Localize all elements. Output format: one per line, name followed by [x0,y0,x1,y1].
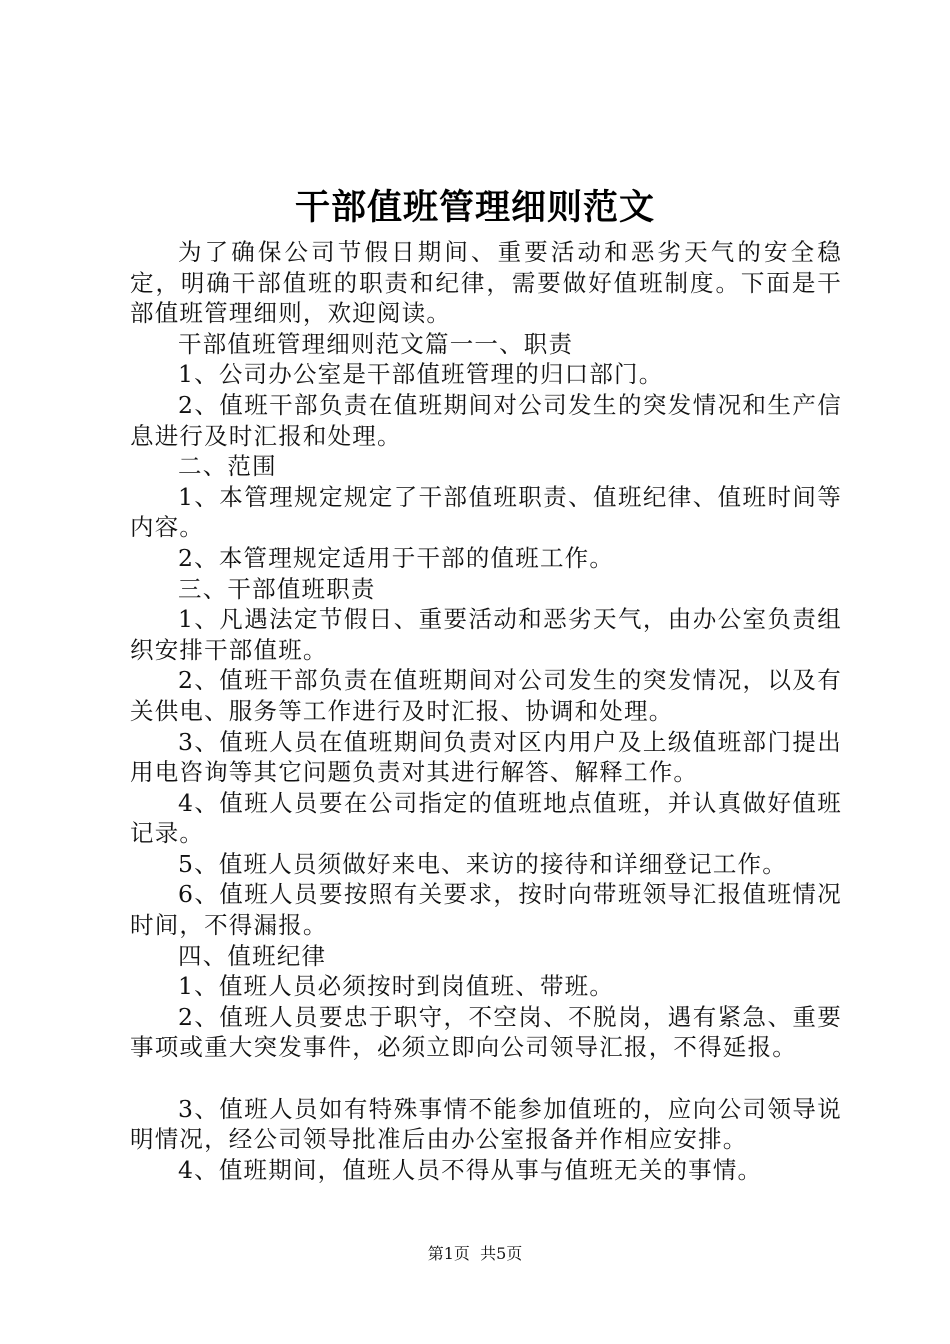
paragraph: 3、值班人员如有特殊事情不能参加值班的，应向公司领导说明情况，经公司领导批准后由办公室报备并作相应安排。 [130,1094,842,1154]
paragraph: 2、值班干部负责在值班期间对公司发生的突发情况和生产信息进行及时汇报和处理。 [130,390,842,450]
section-heading-duties: 干部值班管理细则范文篇一一、职责 [178,329,574,358]
document-body [130,237,842,1185]
document-title: 干部值班管理细则范文 [294,188,655,228]
page-total: 共5页 [480,1244,523,1263]
page-footer [0,1243,950,1265]
paragraph: 2、本管理规定适用于干部的值班工作。 [178,543,615,572]
page-number: 第1页 [427,1244,470,1263]
paragraph: 1、值班人员必须按时到岗值班、带班。 [178,972,615,1001]
paragraph: 2、值班人员要忠于职守，不空岗、不脱岗，遇有紧急、重要事项或重大突发事件，必须立即向公司领导汇报，不得延报。 [130,1002,842,1062]
paragraph-gap [130,1063,842,1094]
intro-paragraph: 为了确保公司节假日期间、重要活动和恶劣天气的安全稳定，明确干部值班的职责和纪律，需要做好值班制度。下面是干部值班管理细则，欢迎阅读。 [130,238,842,328]
paragraph: 4、值班期间，值班人员不得从事与值班无关的事情。 [178,1155,763,1184]
paragraph: 1、凡遇法定节假日、重要活动和恶劣天气，由办公室负责组织安排干部值班。 [130,605,842,664]
paragraph: 3、值班人员在值班期间负责对区内用户及上级值班部门提出用电咨询等其它问题负责对其进行解答、解释工作。 [130,727,842,787]
paragraph: 6、值班人员要按照有关要求，按时向带班领导汇报值班情况时间，不得漏报。 [130,880,842,940]
section-heading-scope: 二、范围 [178,452,277,481]
section-heading-cadre-duties: 三、干部值班职责 [178,574,376,603]
paragraph: 1、公司办公室是干部值班管理的归口部门。 [178,360,664,389]
paragraph: 1、本管理规定规定了干部值班职责、值班纪律、值班时间等内容。 [130,482,842,542]
paragraph: 4、值班人员要在公司指定的值班地点值班，并认真做好值班记录。 [130,788,842,848]
paragraph: 5、值班人员须做好来电、来访的接待和详细登记工作。 [178,849,787,878]
section-heading-discipline: 四、值班纪律 [178,941,327,970]
paragraph: 2、值班干部负责在值班期间对公司发生的突发情况，以及有关供电、服务等工作进行及时汇报、协调和处理。 [130,666,842,725]
